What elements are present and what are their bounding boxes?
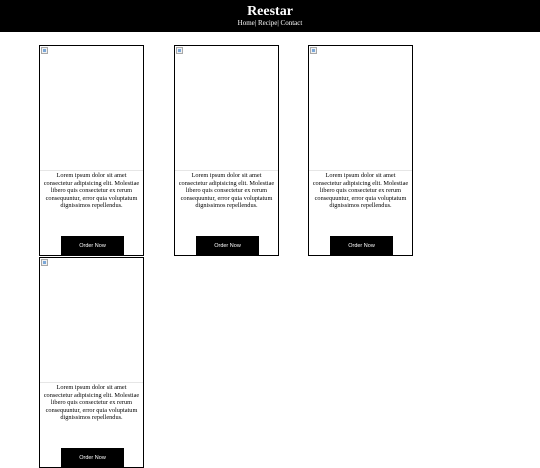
nav-link-contact[interactable]: Contact [280,19,303,27]
product-card [174,45,279,256]
card-image [175,46,278,171]
nav-link-home[interactable]: Home| [237,19,257,27]
order-now-button[interactable]: Order Now [61,236,124,256]
card-description: Lorem ipsum dolor sit amet consectetur adipisicing elit. Molestiae libero quis consectetur ex rerum consequuntur, error quia voluptatum dignissimos repellendus. [43,384,140,421]
broken-image-icon [176,47,183,54]
card-image [40,46,143,171]
order-now-button[interactable]: Order Now [196,236,259,256]
broken-image-icon [310,47,317,54]
product-card [39,257,144,468]
site-title: Reestar [247,4,293,19]
card-image [40,258,143,383]
product-card [308,45,413,256]
broken-image-icon [41,259,48,266]
nav-bar [0,19,540,28]
site-header [0,0,540,32]
broken-image-icon [41,47,48,54]
card-description: Lorem ipsum dolor sit amet consectetur adipisicing elit. Molestiae libero quis consectetur ex rerum consequuntur, error quia voluptatum dignissimos repellendus. [312,172,409,209]
card-description: Lorem ipsum dolor sit amet consectetur adipisicing elit. Molestiae libero quis consectetur ex rerum consequuntur, error quia voluptatum dignissimos repellendus. [178,172,275,209]
order-now-button[interactable]: Order Now [61,448,124,468]
card-description: Lorem ipsum dolor sit amet consectetur adipisicing elit. Molestiae libero quis consectetur ex rerum consequuntur, error quia voluptatum dignissimos repellendus. [43,172,140,209]
order-now-button[interactable]: Order Now [330,236,393,256]
nav-link-recipe[interactable]: Recipe| [257,19,279,27]
card-image [309,46,412,171]
product-card [39,45,144,256]
